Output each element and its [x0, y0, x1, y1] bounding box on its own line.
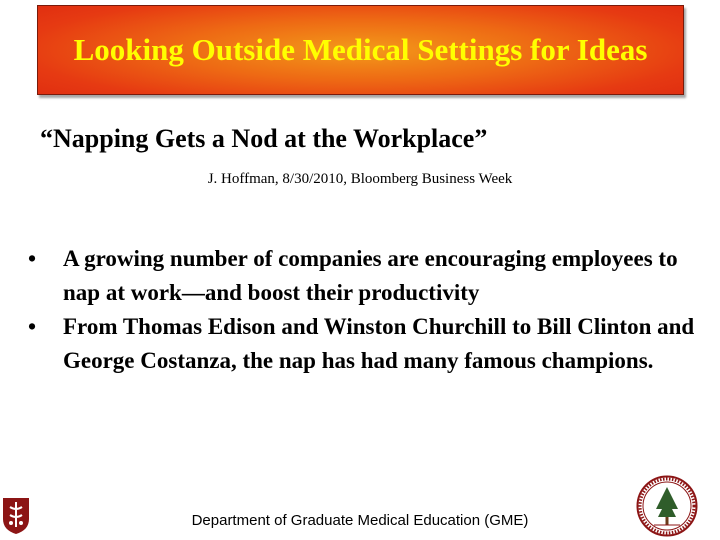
bullet-item [28, 310, 713, 378]
bullet-text: A growing number of companies are encouraging employees to nap at work—and boost their productivity [63, 246, 678, 305]
bullet-marker: • [28, 246, 37, 271]
shield-logo-icon [2, 497, 30, 535]
bullet-list [28, 242, 713, 378]
article-citation: J. Hoffman, 8/30/2010, Bloomberg Business Week [207, 171, 513, 187]
bullet-marker: • [28, 314, 37, 339]
slide-title: Looking Outside Medical Settings for Ideas [73, 32, 648, 67]
article-title: “Napping Gets a Nod at the Workplace” [40, 124, 488, 153]
university-seal-icon [636, 475, 698, 537]
bullet-text: From Thomas Edison and Winston Churchill to Bill Clinton and George Costanza, the nap has had many famous champions. [63, 314, 695, 373]
title-banner [37, 5, 684, 95]
footer-text: Department of Graduate Medical Education (GME) [191, 512, 529, 529]
bullet-item [28, 242, 713, 310]
